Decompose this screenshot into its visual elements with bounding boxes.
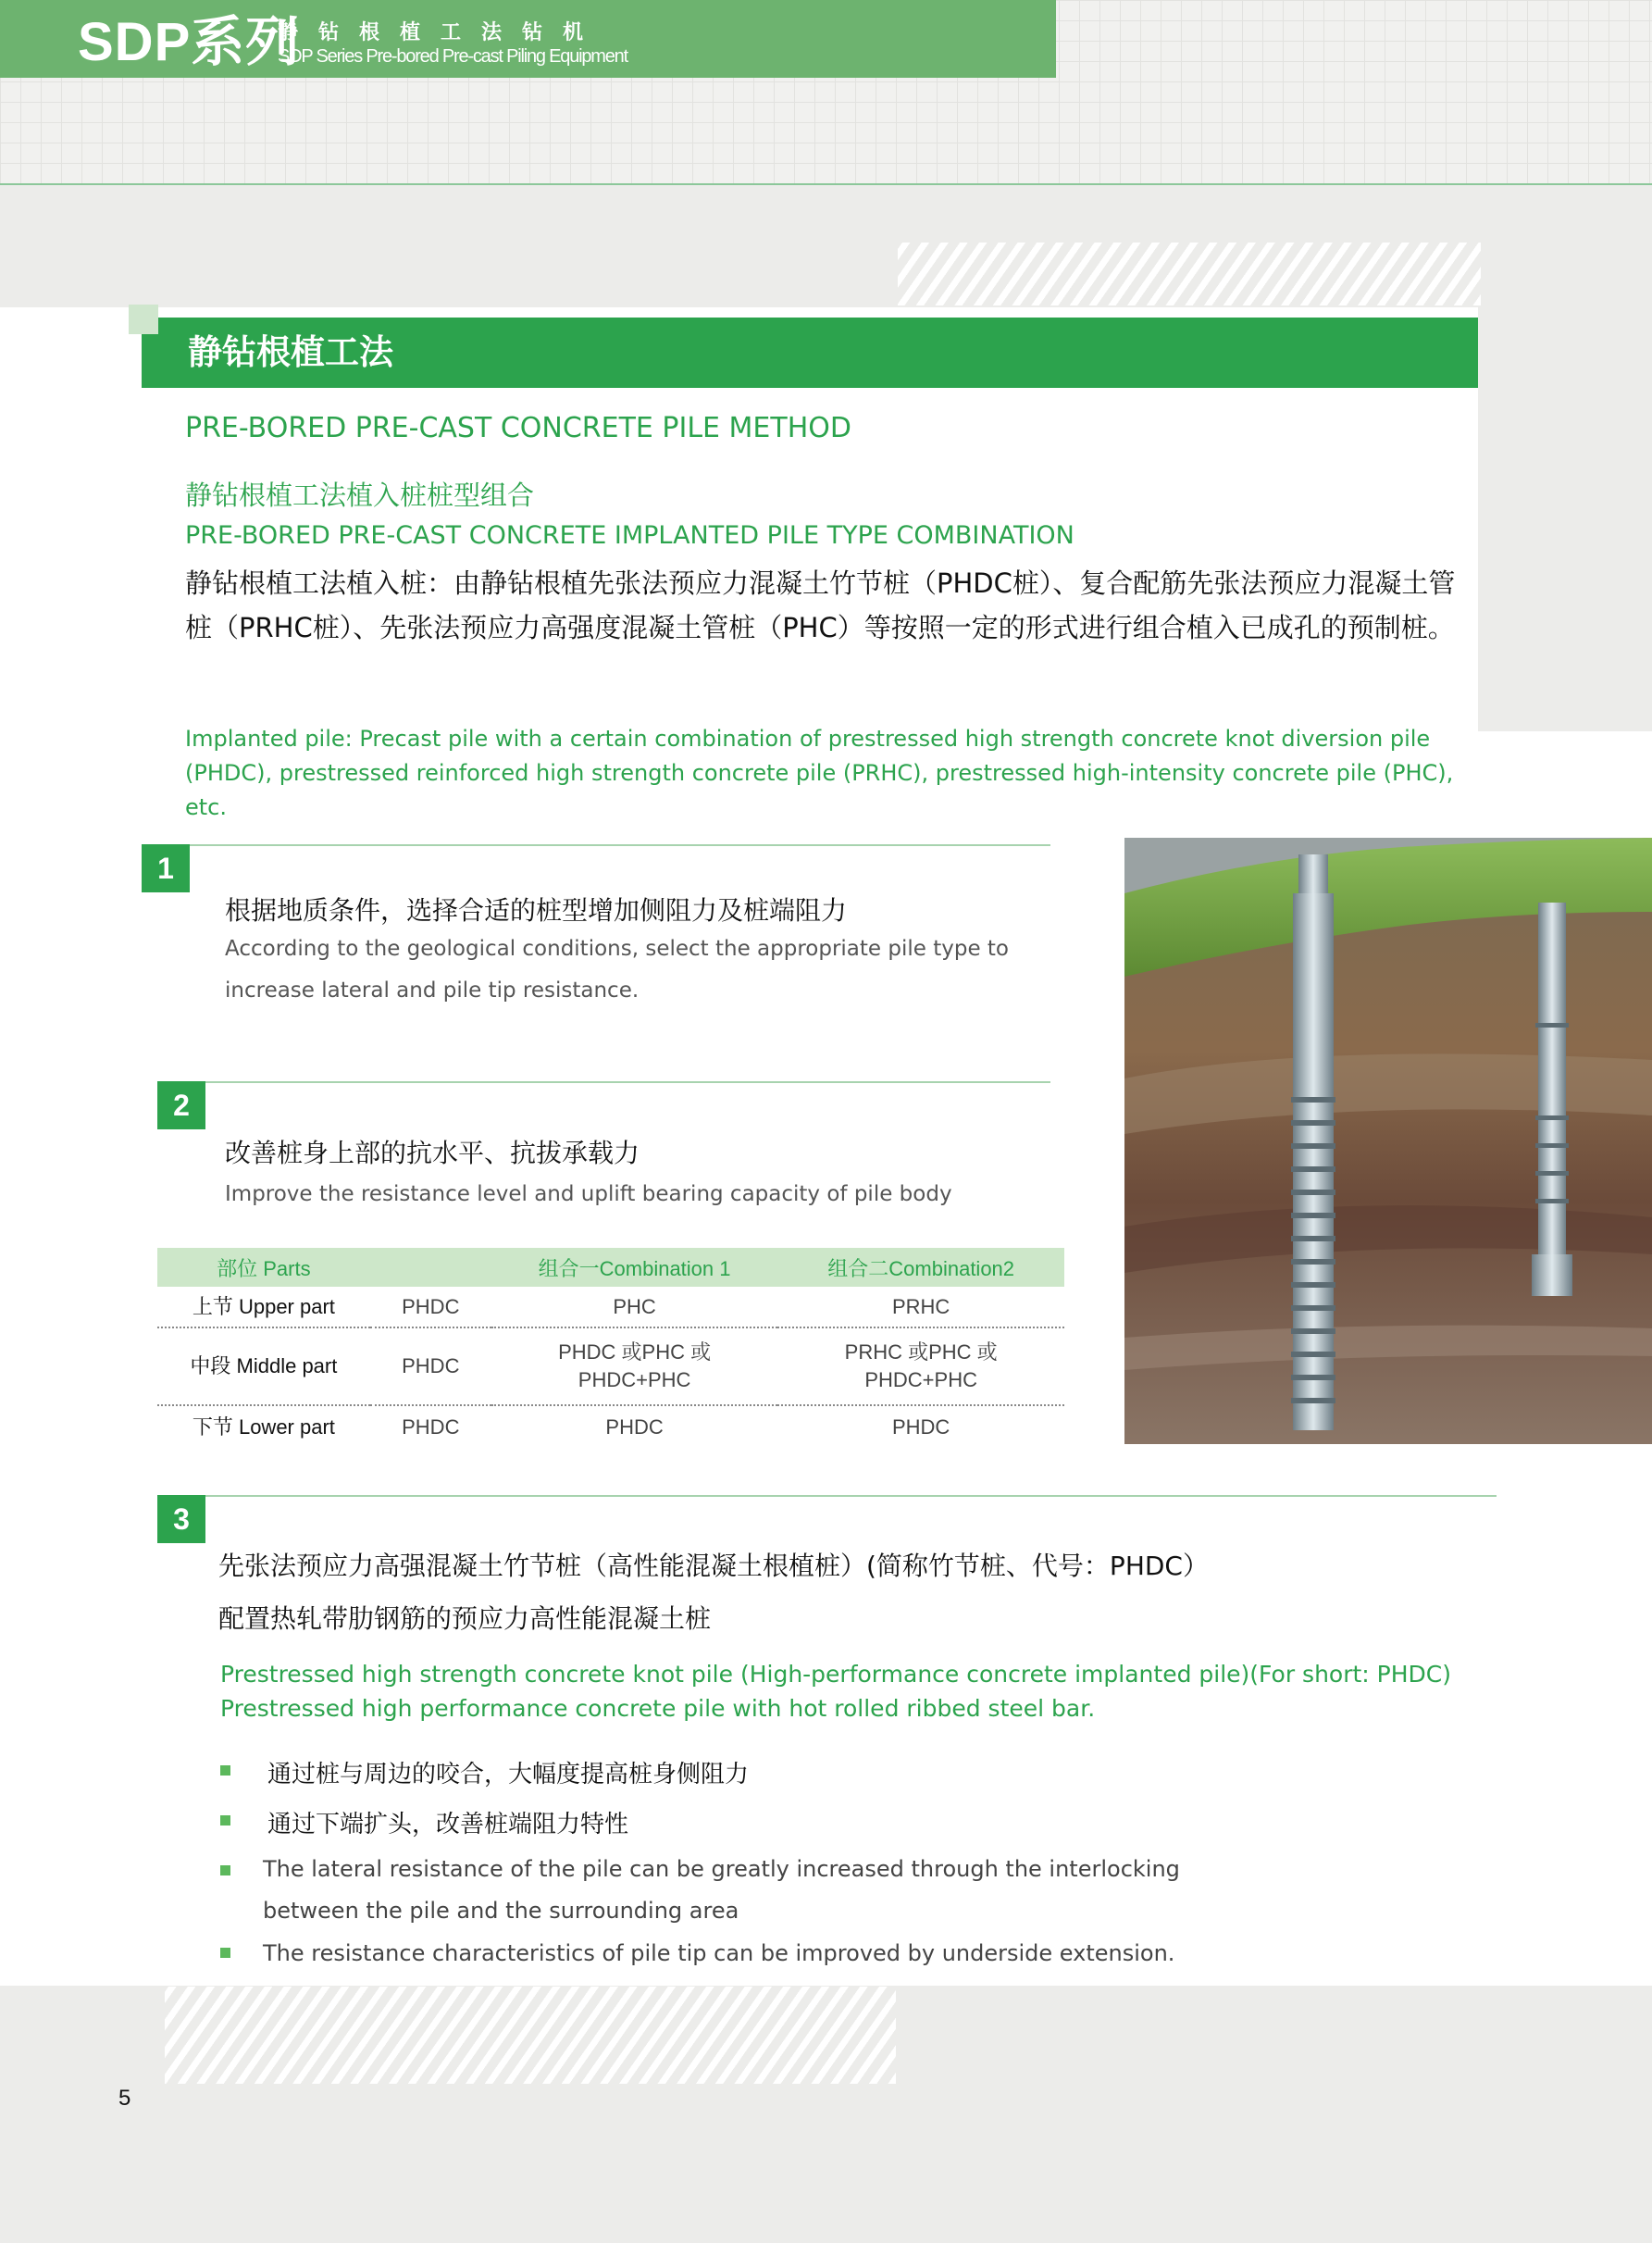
feature-3-title-line-1: 先张法预应力高强混凝土竹节桩（高性能混凝土根植桩）(简称竹节桩、代号：PHDC） bbox=[218, 1551, 1209, 1581]
table-cell: PHDC bbox=[402, 1415, 460, 1439]
subtitle-cn: 静钻根植工法植入桩桩型组合 bbox=[185, 480, 535, 511]
table-cell: 上节 Upper part bbox=[157, 1287, 370, 1327]
bullet-text-2: 通过下端扩头，改善桩端阻力特性 bbox=[267, 1811, 629, 1838]
intro-paragraph-cn: 静钻根植工法植入桩：由静钻根植先张法预应力混凝土竹节桩（PHDC桩）、复合配筋先张法预应力混凝土管桩（PRHC桩）、先张法预应力高强度混凝土管桩（PHC）等按照一定的形式进行组合植入已成孔的预制桩。 bbox=[185, 567, 1456, 643]
feature-1-title: 根据地质条件，选择合适的桩型增加侧阻力及桩端阻力 bbox=[225, 895, 848, 926]
feature-3-number: 3 bbox=[157, 1495, 205, 1543]
table-row bbox=[157, 1327, 1064, 1405]
table-cell: PHDC bbox=[605, 1415, 664, 1439]
bullet-marker bbox=[220, 1765, 230, 1776]
table-cell: 下节 Lower part bbox=[192, 1415, 335, 1439]
table-header-parts: 部位 Parts bbox=[157, 1248, 370, 1287]
bullet-marker bbox=[220, 1948, 230, 1958]
table-cell: PRHC 或PHC 或 PHDC+PHC bbox=[777, 1327, 1064, 1405]
bullet-text-4: The resistance characteristics of pile tip can be improved by underside extension. bbox=[263, 1940, 1175, 1966]
table-cell: PHC bbox=[491, 1287, 777, 1327]
section-title: 静钻根植工法 bbox=[188, 332, 393, 372]
table-cell: PHDC bbox=[891, 1415, 950, 1439]
bullet-marker bbox=[220, 1865, 230, 1875]
stripe-decoration-bottom bbox=[165, 1987, 896, 2084]
subtitle-en: PRE-BORED PRE-CAST CONCRETE IMPLANTED PILE TYPE COMBINATION bbox=[185, 521, 1074, 550]
header-divider bbox=[0, 183, 1652, 185]
table-row bbox=[157, 1405, 1064, 1449]
feature-3-rule bbox=[205, 1495, 1497, 1497]
feature-1-text: According to the geological conditions, select the appropriate pile type to increase lateral and pile tip resistance. bbox=[225, 937, 1010, 1003]
table-header-blank bbox=[370, 1248, 491, 1287]
feature-3-text-en-2: Prestressed high performance concrete pile with hot rolled ribbed steel bar. bbox=[220, 1695, 1096, 1722]
header-title-cn: 静钻根植工法钻机 bbox=[278, 21, 604, 44]
feature-2-text: Improve the resistance level and uplift bearing capacity of pile body bbox=[225, 1182, 952, 1206]
table-row bbox=[157, 1287, 1064, 1327]
bullet-marker bbox=[220, 1815, 230, 1826]
pile-combination-table bbox=[157, 1248, 1064, 1449]
table-cell: PHDC bbox=[370, 1327, 491, 1405]
brand-title: SDP系列 bbox=[78, 12, 301, 72]
feature-2-title: 改善桩身上部的抗水平、抗拔承载力 bbox=[225, 1138, 640, 1168]
feature-3-text-en-1: Prestressed high strength concrete knot pile (High-performance concrete implanted pile)(For short: PHDC) bbox=[220, 1661, 1451, 1688]
feature-3-title-line-2: 配置热轧带肋钢筋的预应力高性能混凝土桩 bbox=[218, 1603, 712, 1634]
table-cell: 中段 Middle part bbox=[157, 1327, 370, 1405]
table-header-combination-1: 组合一Combination 1 bbox=[491, 1248, 777, 1287]
feature-1-rule bbox=[190, 844, 1050, 846]
table-cell: PRHC bbox=[777, 1287, 1064, 1327]
section-title-en: PRE-BORED PRE-CAST CONCRETE PILE METHOD bbox=[185, 412, 851, 444]
title-accent-square bbox=[129, 305, 158, 334]
table-cell: PHDC 或PHC 或 PHDC+PHC bbox=[491, 1327, 777, 1405]
table-header-row bbox=[157, 1248, 1064, 1287]
pile-illustration bbox=[1124, 838, 1652, 1444]
table-header-combination-2: 组合二Combination2 bbox=[777, 1248, 1064, 1287]
table-cell: PHDC bbox=[370, 1287, 491, 1327]
bullet-text-1: 通过桩与周边的咬合，大幅度提高桩身侧阻力 bbox=[267, 1761, 750, 1788]
feature-2-rule bbox=[205, 1081, 1050, 1083]
header-title-en: SDP Series Pre-bored Pre-cast Piling Equipment bbox=[278, 46, 627, 67]
feature-2-number: 2 bbox=[157, 1081, 205, 1129]
intro-paragraph-en: Implanted pile: Precast pile with a certain combination of prestressed high strength concrete knot diversion pile (PHDC), prestressed reinforced high strength concrete pile (PRHC), prestressed high-intensity concrete pile (PHC), etc. bbox=[185, 726, 1454, 820]
feature-1-number: 1 bbox=[142, 844, 190, 892]
page-number: 5 bbox=[118, 2086, 131, 2111]
stripe-decoration-top bbox=[898, 243, 1481, 305]
bullet-text-3: The lateral resistance of the pile can be greatly increased through the interlocking between the pile and the surrounding area bbox=[263, 1856, 1180, 1924]
